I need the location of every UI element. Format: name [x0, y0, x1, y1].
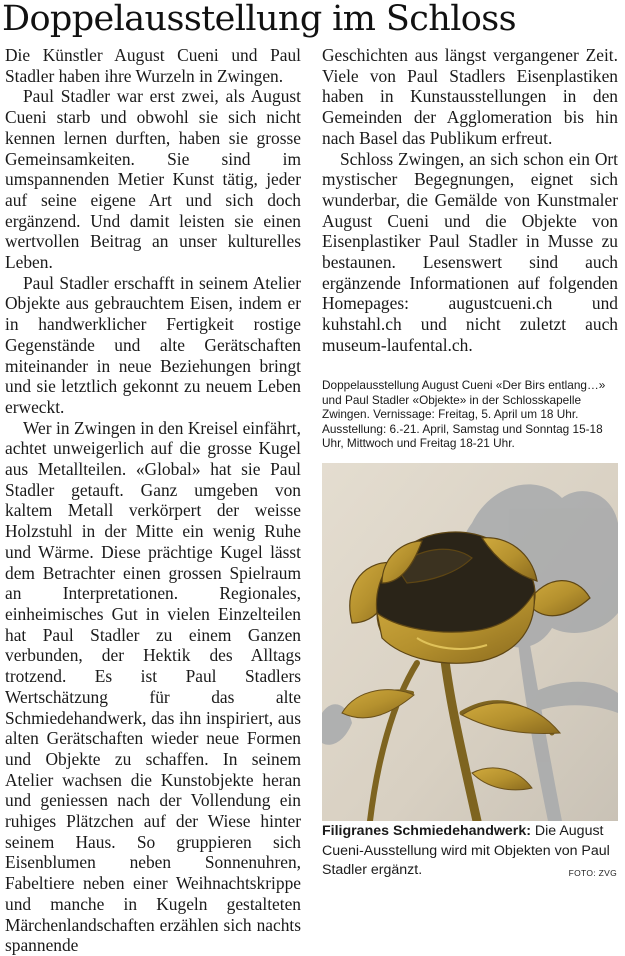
paragraph: Schloss Zwingen, an sich schon ein Ort mystischer Begegnungen, eignet sich wunderbar, die Gemälde von Kunstmaler August Cueni und die Objekte von Eisenplastiker Paul Stadler in Musse zu bestaunen. Lesenswert sind auch ergänzende Informationen auf folgenden Homepages: augustcueni.ch und kuhstahl.ch und nicht zuletzt auch museum-laufental.ch. [322, 148, 618, 355]
paragraph: Geschichten aus längst vergangener Zeit. Viele von Paul Stadlers Eisenplastiken haben in Kunstausstellungen in den Gemeinden der Agglomeration bis hin nach Basel das Publikum erfreut. [322, 45, 618, 148]
article-column-left [5, 45, 301, 956]
photo-credit: FOTO: ZVG [568, 868, 617, 878]
paragraph: Paul Stadler erschafft in seinem Atelier Objekte aus gebrauchtem Eisen, indem er in handwerklicher Fertigkeit rostige Gegenstände und alte Gerätschaften miteinander in neue Beziehungen bringt und sie letztlich gekonnt zu neuem Leben erweckt. [5, 272, 301, 417]
paragraph: Die Künstler August Cueni und Paul Stadler haben ihre Wurzeln in Zwingen. [5, 45, 301, 86]
headline: Doppelausstellung im Schloss [2, 0, 516, 39]
caption-lead: Filigranes Schmiedehandwerk: [322, 823, 531, 839]
caption-text: Die August Cueni-Ausstellung wird mit Objekten von Paul Stadler ergänzt. [322, 823, 610, 878]
paragraph: Wer in Zwingen in den Kreisel einfährt, achtet unweigerlich auf die grosse Kugel aus Metallteilen. «Global» hat sie Paul Stadler getauft. Ganz umgeben von kaltem Metall verkörpert der weisse Holzstuhl in der Mitte ein wenig Ruhe und Wärme. Diese prächtige Kugel lässt dem Betrachter einen grossen Spielraum an Interpretationen. Regionales, einheimisches Gut in vielen Einzelteilen hat Paul Stadler zu einem Ganzen verbunden, der Hektik des Alltags trotzend. Es ist Paul Stadlers Wertschätzung für das alte Schmiedehandwerk, das ihn inspiriert, aus alten Gerätschaften wieder neue Formen und Objekte zu schaffen. In seinem Atelier wachsen die Kunstobjekte heran und geniessen nach der Vollendung ein ruhiges Plätzchen auf der Wiese hinter seinem Haus. So gruppieren sich Eisenblumen neben Sonnenuhren, Fabeltiere neben einer Weihnachtskrippe und manche in Kugeln gestalteten Märchenlandschaften erzählen sich nachts spannende [5, 417, 301, 956]
article-column-right [322, 45, 618, 356]
photo-iron-flower [322, 463, 618, 821]
paragraph: Paul Stadler war erst zwei, als August Cueni starb und obwohl sie sich nicht kennen lernen durften, haben sie grosse Gemeinsamkeiten. Sie sind im umspannenden Metier Kunst tätig, jeder auf seine eigene Art und sich doch ergänzend. Und damit leisten sie einen wertvollen Beitrag an unser kulturelles Leben. [5, 86, 301, 273]
exhibition-info: Doppelausstellung August Cueni «Der Birs entlang…» und Paul Stadler «Objekte» in der Schlosskapelle Zwingen. Vernissage: Freitag, 5. April um 18 Uhr. Ausstellung: 6.-21. April, Samstag und Sonntag 15-18 Uhr, Mittwoch und Freitag 18-21 Uhr. [322, 378, 606, 451]
